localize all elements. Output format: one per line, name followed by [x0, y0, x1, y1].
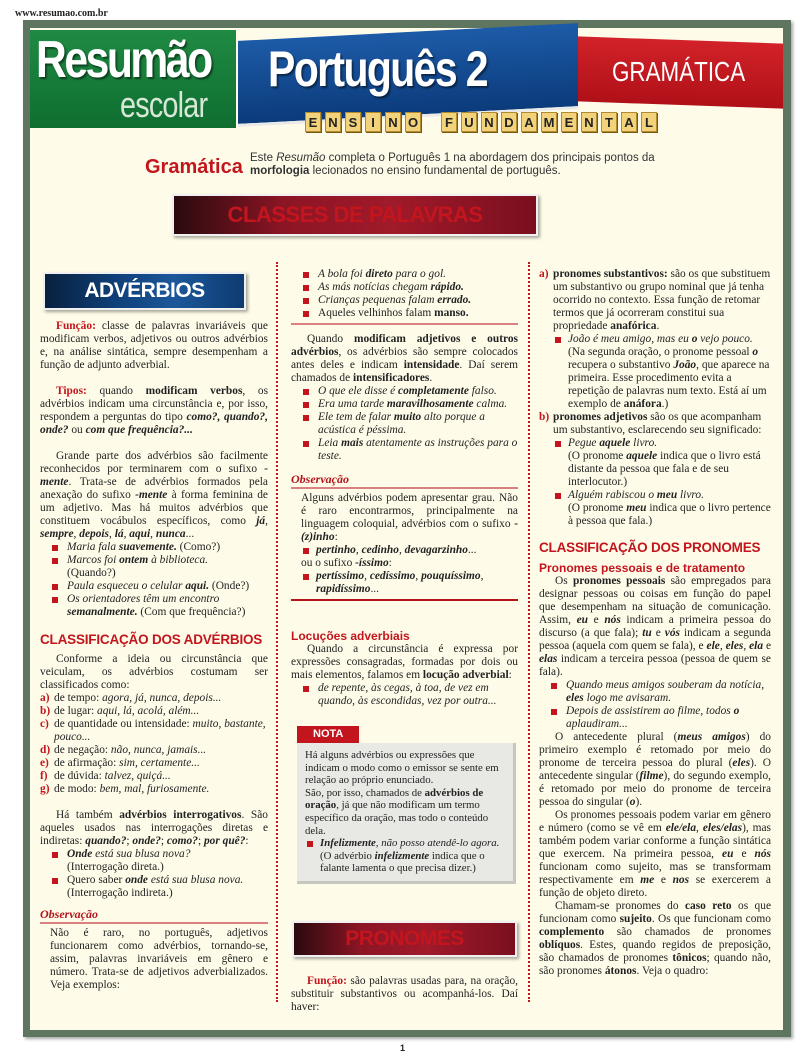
nota-box: NOTA Há alguns advérbios ou expressões que indicam o modo como o emissor se sente em relação ao próprio enunciado. São, por isso, chamados de advérbios de oração, já que não modificam um termo específico da oração, mas todo o conteúdo dela. Infelizmente, não posso atendê-lo agora. (O advérbio infelizmente indica que o falante lamenta o que precisa dizer.) — [291, 726, 518, 884]
observacao-grau: Alguns advérbios podem apresentar grau. Não é raro encontrarmos, principalmente na linguagem coloquial, advérbios com o sufixo -(z)inho: pertinho, cedinho, devagarzinho... ou o sufixo -íssimo: pertíssimo, cedíssimo, pouquíssimo, rapidíssimo... — [301, 492, 518, 595]
column-divider — [276, 262, 278, 1002]
list-item: Ele tem de falar muito alto porque a acústica é péssima. — [291, 411, 518, 437]
divider — [291, 599, 518, 601]
mente-examples — [40, 541, 268, 619]
list-item: Aqueles velhinhos falam manso. — [291, 307, 518, 320]
list-item: Quando meus amigos souberam da notícia, eles logo me avisaram. — [539, 679, 771, 705]
intro-heading: Gramática — [145, 156, 243, 178]
list-item: Alguém rabiscou o meu livro. (O pronome meu indica que o livro pertence à pessoa que fala.) — [553, 489, 771, 528]
column-2 — [291, 268, 518, 884]
level-tile: N — [385, 112, 401, 132]
list-item: pertinho, cedinho, devagarzinho... — [301, 544, 518, 557]
pronomes-banner: PRONOMES — [292, 921, 517, 957]
classificacao-list — [40, 692, 268, 796]
list-item: Era uma tarde maravilhosamente calma. — [291, 398, 518, 411]
level-tile: F — [441, 112, 457, 132]
observacao-heading: Observação — [40, 908, 268, 924]
column-divider — [528, 262, 530, 1002]
site-url: www.resumao.com.br — [15, 8, 108, 19]
level-tile: D — [501, 112, 517, 132]
list-item: Marcos foi ontem à biblioteca. (Quando?) — [40, 554, 268, 580]
level-tiles — [305, 112, 657, 132]
level-tile: T — [601, 112, 617, 132]
caso-reto-text: Chamam-se pronomes do caso reto os que funcionam como sujeito. Os que funcionam como complemento são chamados de pronomes oblíquos. Estes, quando regidos de preposição, são chamados de pronomes tônicos; quando não, são pronomes átonos. Veja o quadro: — [539, 900, 772, 977]
list-item: d) de negação: não, nunca, jamais... — [40, 744, 207, 756]
intensificadores-examples — [291, 385, 518, 463]
interrogativos-examples — [40, 848, 268, 900]
level-tile: S — [345, 112, 361, 132]
level-tile: L — [641, 112, 657, 132]
pronomes-funcao: Função: são palavras usadas para, na oração, substituir substantivos ou acompanhá-los. Daí haver: — [291, 975, 518, 1013]
list-item: Depois de assistirem ao filme, todos o aplaudiram... — [539, 705, 771, 731]
locucoes-text: Quando a circunstância é expressa por expressões consagradas, formadas por dois ou mais elementos, falamos em locução adverbial: — [291, 643, 518, 681]
variacao-text: Os pronomes pessoais podem variar em gênero e número (como se vê em ele/ela, eles/elas), mas também podem variar conforme a função sintática que exercem. Na primeira pessoa, eu e nós funcionam como sujeito, mas se transformam respectivamente em me e nos se exercerem a função de objeto direto. — [539, 809, 771, 899]
list-item: Leia mais atentamente as instruções para o teste. — [291, 437, 518, 463]
antecedente-text: O antecedente plural (meus amigos) do primeiro exemplo é retomado por meio do pronome de terceira pessoa do plural (eles). O antecedente singular (filme), do segundo exemplo, é retomado por meio do pronome de terceira pessoa do singular (o). — [539, 731, 771, 808]
list-item: Crianças pequenas falam errado. — [291, 294, 518, 307]
adverbios-tipos: Tipos: quando modificam verbos, os advérbios indicam uma circunstância e, por isso, respondem a perguntas do tipo como?, quando?, onde? ou com que frequência?... — [40, 385, 268, 436]
level-tile: E — [305, 112, 321, 132]
observacao-heading: Observação — [291, 473, 518, 489]
logo-sub-text: escolar — [120, 84, 208, 125]
level-tile: A — [521, 112, 537, 132]
level-tile: I — [365, 112, 381, 132]
pronomes-pessoais-heading: Pronomes pessoais e de tratamento — [539, 561, 746, 575]
list-item: pertíssimo, cedíssimo, pouquíssimo, rapidíssimo... — [301, 570, 518, 596]
level-tile: N — [325, 112, 341, 132]
page-title: Português 2 — [268, 41, 487, 97]
level-tile: N — [481, 112, 497, 132]
list-item: Os orientadores têm um encontro semanalmente. (Com que frequência?) — [40, 593, 268, 619]
pronomes-adjetivos: b) pronomes adjetivos são os que acompanham um substantivo, esclarecendo seu significado: Pegue aquele livro. (O pronome aquele indica que o livro está distante da pessoa que fala e de seu interlocutor.) Alguém rabiscou o meu livro. (O pronome meu indica que o livro pertence à pessoa que fala.) — [539, 411, 771, 527]
list-item: Onde está sua blusa nova? (Interrogação direta.) — [40, 848, 268, 874]
intensificadores-text: Quando modificam adjetivos e outros advérbios, os advérbios são sempre colocados antes deles e indicam intensidade. Daí serem chamados de intensificadores. — [291, 333, 518, 384]
list-item: a) de tempo: agora, já, nunca, depois... — [40, 692, 222, 704]
observacao-text: Não é raro, no português, adjetivos funcionarem como advérbios, tornando-se, assim, palavras invariáveis em gênero e número. Trata-se de adjetivos adverbializados. Veja exemplos: — [50, 927, 268, 991]
level-tile: U — [461, 112, 477, 132]
nota-tag: NOTA — [297, 726, 359, 743]
classificacao-pronomes-heading: CLASSIFICAÇÃO DOS PRONOMES — [539, 540, 761, 555]
pronomes-pessoais-text: Os pronomes pessoais são empregados para designar pessoas ou coisas em função do papel que desempenham na situação de comunicação. Assim, eu e nós indicam a primeira pessoa do discurso (a que fala); tu e vós indicam a segunda pessoa (aquela com quem se fala), e ele, eles, ela e elas indicam a terceira pessoa (pessoa de quem se fala). — [539, 575, 771, 678]
list-item: Paula esqueceu o celular aqui. (Onde?) — [40, 580, 268, 593]
divider — [291, 323, 518, 325]
level-tile: O — [405, 112, 421, 132]
list-item: Quero saber onde está sua blusa nova. (Interrogação indireta.) — [40, 874, 268, 900]
adverbios-interrogativos: Há também advérbios interrogativos. São aqueles usados nas interrogações diretas e indiretas: quando?; onde?; como?; por quê?: — [40, 809, 268, 847]
list-item: c) de quantidade ou intensidade: muito, bastante, pouco... — [40, 718, 266, 743]
adverbios-banner: ADVÉRBIOS — [43, 272, 246, 310]
intro-text: Este Resumão completa o Português 1 na abordagem dos principais pontos da morfologia lecionados no ensino fundamental de português. — [250, 152, 655, 177]
section-banner: CLASSES DE PALAVRAS — [172, 194, 538, 236]
level-tile: M — [541, 112, 557, 132]
pronomes-substantivos: a) pronomes substantivos: são os que substituem um substantivo ou grupo nominal que já tenha ocorrido no contexto. Essa função de retomar termos que já ocorreram constitui sua propriedade anafórica. João é meu amigo, mas eu o vejo pouco. (Na segunda oração, o pronome pessoal o recupera o substantivo João, que aparece na primeira. Esse procedimento evita a repetição de palavras num texto. Está aí um exemplo de anáfora.) — [539, 268, 771, 410]
subject-title: GRAMÁTICA — [612, 56, 746, 87]
classificacao-intro: Conforme a ideia ou circunstância que veiculam, os advérbios costumam ser classificados como: — [40, 653, 268, 691]
list-item: O que ele disse é completamente falso. — [291, 385, 518, 398]
resumao-logo — [30, 30, 236, 128]
list-item: e) de afirmação: sim, certamente... — [40, 757, 200, 769]
list-item: b) de lugar: aqui, lá, acolá, além... — [40, 705, 200, 717]
list-item: Maria fala suavemente. (Como?) — [40, 541, 268, 554]
locucoes-heading: Locuções adverbiais — [291, 629, 410, 643]
level-tile: N — [581, 112, 597, 132]
level-tile: E — [561, 112, 577, 132]
list-item: Infelizmente, não posso atendê-lo agora. (O advérbio infelizmente indica que o falante lamenta o que precisa dizer.) — [305, 837, 505, 875]
column-3 — [539, 268, 771, 978]
list-item: As más notícias chegam rápido. — [291, 281, 518, 294]
level-tile: A — [621, 112, 637, 132]
column-1 — [40, 320, 268, 992]
logo-main-text: Resumão — [36, 31, 211, 89]
list-item: João é meu amigo, mas eu o vejo pouco. (Na segunda oração, o pronome pessoal o recupera o substantivo João, que aparece na primeira. Esse procedimento evita a repetição de palavras num texto. Está aí um exemplo de anáfora.) — [553, 333, 771, 411]
page-number: 1 — [400, 1043, 406, 1053]
list-item: f) de dúvida: talvez, quiçá... — [40, 770, 171, 782]
list-item: g) de modo: bem, mal, furiosamente. — [40, 783, 210, 795]
adverbios-funcao: Função: classe de palavras invariáveis que modificam verbos, adjetivos ou outros advérbios e, na análise sintática, sempre desempenham a função de adjunto adverbial. — [40, 320, 268, 371]
adverbios-mente: Grande parte dos advérbios são facilmente reconhecidos por terminarem com o sufixo -mente. Trata-se de advérbios formados pela anexação do sufixo -mente à forma feminina de um adjetivo. Mas há muitos advérbios que constituem vocábulos específicos, como já, sempre, depois, lá, aqui, nunca... — [40, 450, 268, 540]
classificacao-adverbios-heading: CLASSIFICAÇÃO DOS ADVÉRBIOS — [40, 632, 263, 647]
list-item: Pegue aquele livro. (O pronome aquele indica que o livro está distante da pessoa que fala e de seu interlocutor.) — [553, 437, 771, 489]
list-item: de repente, às cegas, à toa, de vez em quando, às escondidas, vez por outra... — [291, 682, 518, 708]
list-item: A bola foi direto para o gol. — [291, 268, 518, 281]
adjetivos-adverbializados-examples — [291, 268, 518, 320]
